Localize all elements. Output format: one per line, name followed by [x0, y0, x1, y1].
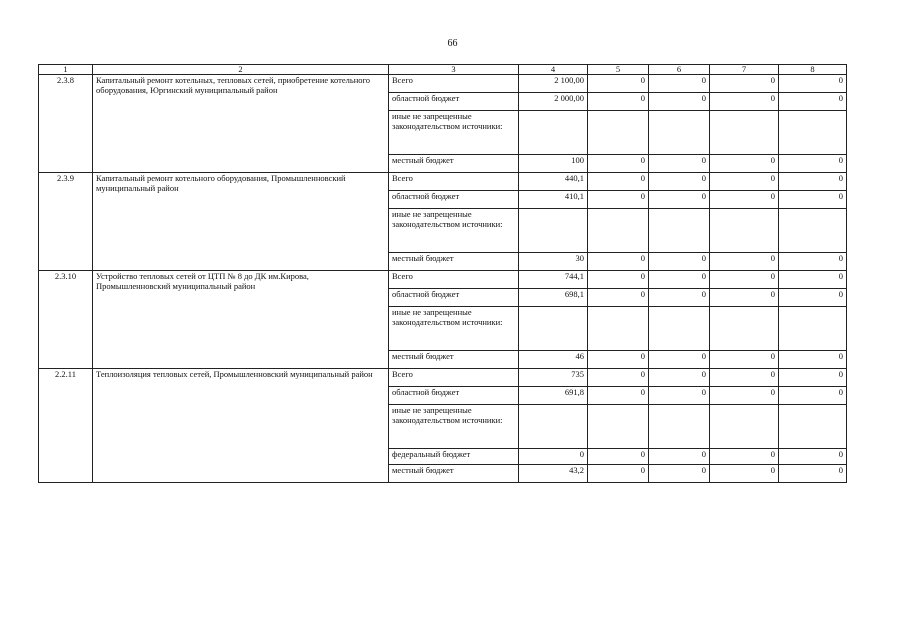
value-col-8: 0: [779, 271, 847, 289]
value-col-7: 0: [710, 465, 779, 483]
page-number: 66: [447, 38, 458, 49]
funding-source: Всего: [389, 369, 519, 387]
value-col-7: 0: [710, 289, 779, 307]
value-col-5: 0: [588, 289, 649, 307]
value-col-4: 0: [519, 449, 588, 465]
value-col-4: 735: [519, 369, 588, 387]
value-col-8: 0: [779, 449, 847, 465]
funding-source: иные не запрещенные законодательством источники:: [389, 405, 519, 449]
value-col-6: [649, 209, 710, 253]
value-col-8: 0: [779, 465, 847, 483]
item-code: 2.3.10: [39, 271, 93, 369]
value-col-6: 0: [649, 75, 710, 93]
funding-source: Всего: [389, 75, 519, 93]
value-col-6: 0: [649, 351, 710, 369]
value-col-6: 0: [649, 369, 710, 387]
value-col-7: 0: [710, 93, 779, 111]
funding-source: областной бюджет: [389, 191, 519, 209]
value-col-5: 0: [588, 465, 649, 483]
value-col-8: 0: [779, 387, 847, 405]
value-col-4: 410,1: [519, 191, 588, 209]
item-title: Капитальный ремонт котельного оборудования, Промышленновский муниципальный район: [93, 173, 389, 271]
value-col-8: 0: [779, 173, 847, 191]
value-col-6: 0: [649, 173, 710, 191]
funding-source: областной бюджет: [389, 93, 519, 111]
value-col-6: 0: [649, 93, 710, 111]
value-col-8: [779, 307, 847, 351]
value-col-4: 2 000,00: [519, 93, 588, 111]
value-col-5: 0: [588, 155, 649, 173]
funding-source: областной бюджет: [389, 387, 519, 405]
value-col-7: [710, 405, 779, 449]
funding-source: местный бюджет: [389, 465, 519, 483]
funding-source: федеральный бюджет: [389, 449, 519, 465]
funding-source: иные не запрещенные законодательством источники:: [389, 111, 519, 155]
funding-source: местный бюджет: [389, 155, 519, 173]
funding-source: областной бюджет: [389, 289, 519, 307]
value-col-5: 0: [588, 387, 649, 405]
value-col-5: 0: [588, 253, 649, 271]
value-col-4: 46: [519, 351, 588, 369]
header-cell: 1: [39, 65, 93, 75]
header-row: [39, 65, 847, 75]
value-col-8: 0: [779, 253, 847, 271]
value-col-8: [779, 209, 847, 253]
value-col-8: 0: [779, 155, 847, 173]
value-col-8: 0: [779, 289, 847, 307]
item-code: 2.3.8: [39, 75, 93, 173]
table-row: [39, 75, 847, 93]
value-col-6: 0: [649, 155, 710, 173]
value-col-4: 691,8: [519, 387, 588, 405]
value-col-4: [519, 405, 588, 449]
value-col-6: [649, 111, 710, 155]
value-col-4: [519, 307, 588, 351]
value-col-7: 0: [710, 271, 779, 289]
header-cell: 2: [93, 65, 389, 75]
value-col-5: [588, 111, 649, 155]
value-col-4: 744,1: [519, 271, 588, 289]
value-col-4: 440,1: [519, 173, 588, 191]
value-col-5: [588, 209, 649, 253]
value-col-8: [779, 405, 847, 449]
value-col-7: 0: [710, 369, 779, 387]
header-cell: 5: [588, 65, 649, 75]
value-col-5: 0: [588, 369, 649, 387]
value-col-6: [649, 405, 710, 449]
funding-source: местный бюджет: [389, 253, 519, 271]
header-cell: 3: [389, 65, 519, 75]
value-col-7: 0: [710, 351, 779, 369]
value-col-7: 0: [710, 253, 779, 271]
value-col-8: 0: [779, 75, 847, 93]
header-cell: 7: [710, 65, 779, 75]
item-title: Теплоизоляция тепловых сетей, Промышленновский муниципальный район: [93, 369, 389, 483]
value-col-4: 100: [519, 155, 588, 173]
value-col-4: 30: [519, 253, 588, 271]
value-col-6: [649, 307, 710, 351]
value-col-7: 0: [710, 75, 779, 93]
value-col-5: 0: [588, 173, 649, 191]
value-col-8: [779, 111, 847, 155]
value-col-5: [588, 307, 649, 351]
value-col-5: 0: [588, 75, 649, 93]
value-col-6: 0: [649, 191, 710, 209]
value-col-5: 0: [588, 271, 649, 289]
table-row: [39, 271, 847, 289]
table-row: [39, 173, 847, 191]
funding-source: местный бюджет: [389, 351, 519, 369]
funding-source: Всего: [389, 173, 519, 191]
value-col-7: [710, 307, 779, 351]
value-col-6: 0: [649, 387, 710, 405]
value-col-4: 698,1: [519, 289, 588, 307]
value-col-6: 0: [649, 289, 710, 307]
value-col-7: 0: [710, 387, 779, 405]
value-col-4: [519, 111, 588, 155]
value-col-7: 0: [710, 191, 779, 209]
item-title: Капитальный ремонт котельных, тепловых сетей, приобретение котельного оборудования, Юргинский муниципальный район: [93, 75, 389, 173]
value-col-7: [710, 209, 779, 253]
header-cell: 4: [519, 65, 588, 75]
table-body: [39, 65, 847, 483]
value-col-6: 0: [649, 465, 710, 483]
value-col-5: 0: [588, 191, 649, 209]
value-col-6: 0: [649, 271, 710, 289]
item-code: 2.2.11: [39, 369, 93, 483]
value-col-7: 0: [710, 173, 779, 191]
value-col-6: 0: [649, 253, 710, 271]
funding-source: иные не запрещенные законодательством источники:: [389, 209, 519, 253]
budget-table: [38, 64, 847, 483]
value-col-7: 0: [710, 449, 779, 465]
value-col-8: 0: [779, 369, 847, 387]
header-cell: 6: [649, 65, 710, 75]
funding-source: Всего: [389, 271, 519, 289]
header-cell: 8: [779, 65, 847, 75]
value-col-6: 0: [649, 449, 710, 465]
value-col-5: [588, 405, 649, 449]
table-row: [39, 369, 847, 387]
value-col-8: 0: [779, 93, 847, 111]
funding-source: иные не запрещенные законодательством источники:: [389, 307, 519, 351]
value-col-5: 0: [588, 449, 649, 465]
value-col-7: [710, 111, 779, 155]
value-col-4: 2 100,00: [519, 75, 588, 93]
value-col-4: [519, 209, 588, 253]
item-code: 2.3.9: [39, 173, 93, 271]
value-col-5: 0: [588, 351, 649, 369]
value-col-8: 0: [779, 191, 847, 209]
value-col-5: 0: [588, 93, 649, 111]
value-col-8: 0: [779, 351, 847, 369]
value-col-7: 0: [710, 155, 779, 173]
item-title: Устройство тепловых сетей от ЦТП № 8 до ДК им.Кирова, Промышленновский муниципальный район: [93, 271, 389, 369]
value-col-4: 43,2: [519, 465, 588, 483]
